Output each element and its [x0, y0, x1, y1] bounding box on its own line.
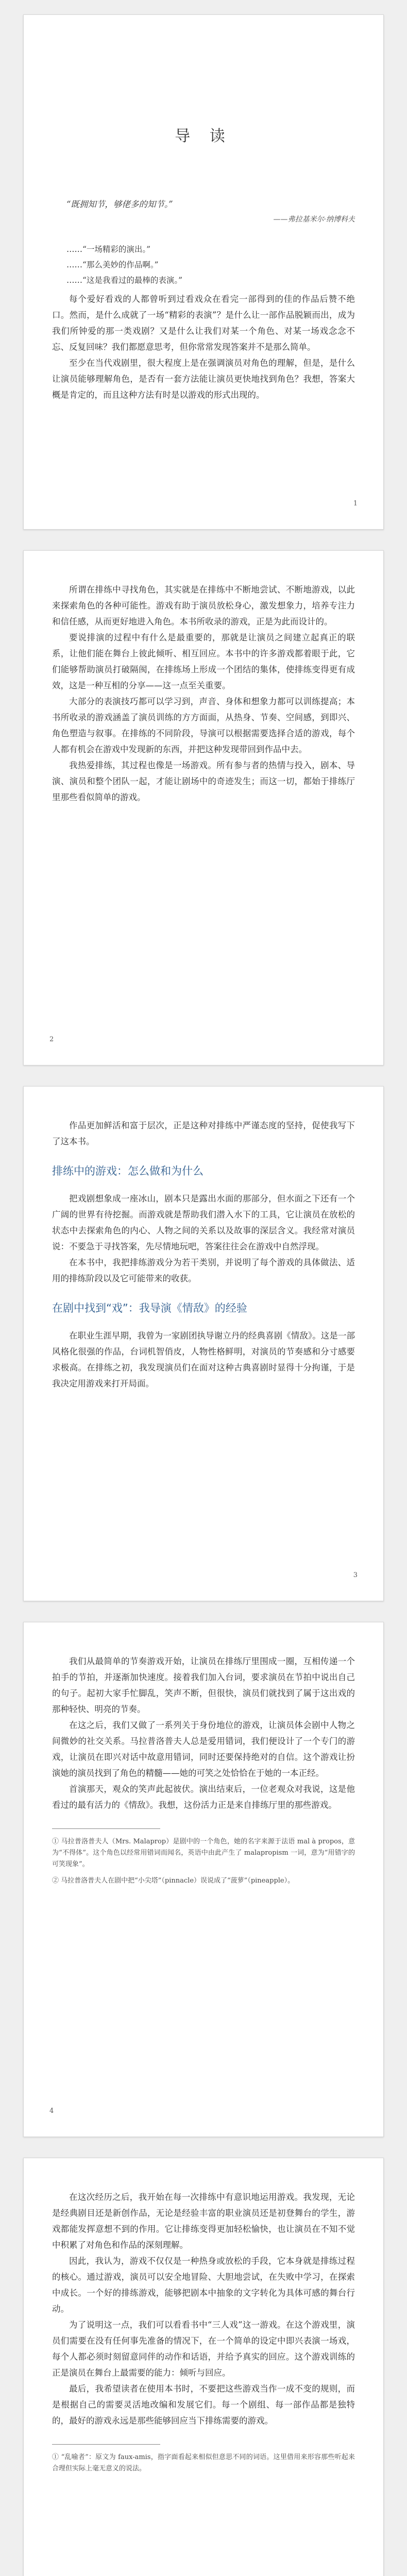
- section-heading: 在剧中找到“戏”：我导演《情敌》的经验: [52, 1302, 247, 1314]
- page-number: 3: [353, 1571, 358, 1579]
- section-heading: 排练中的游戏：怎么做和为什么: [52, 1165, 204, 1177]
- body-paragraph: 在本书中，我把排练游戏分为若干类别，并说明了每个游戏的具体做法、适用的排练阶段以及它可能带来的收获。: [52, 1258, 355, 1283]
- body-paragraph: 我热爱排练，其过程也像是一场游戏。所有参与者的热情与投入，剧本、导演、演员和整个团队一起，才能让剧场中的奇迹发生；而这一切，都始于排练厅里那些看似简单的游戏。: [52, 760, 355, 802]
- body-paragraph: 最后，我希望读者在使用本书时，不要把这些游戏当作一成不变的规则，而是根据自己的需要灵活地改编和发展它们。每一个剧组、每一部作品都是独特的，最好的游戏永远是那些能够回应当下排练需要的游戏。: [52, 2384, 355, 2426]
- body-paragraph: 在这之后，我们又做了一系列关于身份地位的游戏，让演员体会剧中人物之间微妙的社交关系。马拉普洛普夫人总是爱用错词，我们便设计了一个专门的游戏，让演员在即兴对话中故意用错词，同时还要保持绝对的自信。这个游戏让扮演她的演员找到了角色的精髓——她的可笑之处恰恰在于她的一本正经。: [52, 1720, 355, 1778]
- page-content: [52, 46, 355, 488]
- epigraph-attribution: ——弗拉基米尔·纳博科夫: [273, 215, 355, 224]
- body-paragraph: 作品更加鲜活和富于层次，正是这种对排练中严谨态度的坚持，促使我写下了这本书。: [52, 1121, 355, 1146]
- body-paragraph: 所谓在排练中寻找角色，其实就是在排练中不断地尝试、不断地游戏，以此来探索角色的各种可能性。游戏有助于演员放松身心，激发想象力，培养专注力和信任感，从而更好地进入角色。本书所收录的游戏，正是为此而设计的。: [52, 585, 355, 626]
- page-content: [52, 1117, 355, 1560]
- dialogue-block: [52, 242, 355, 288]
- chapter-title: 导 读: [175, 127, 232, 145]
- body-paragraph: 首演那天，观众的笑声此起彼伏。演出结束后，一位老观众对我说，这是他看过的最有活力的《情敌》。我想，这份活力正是来自排练厅里的那些游戏。: [52, 1784, 355, 1810]
- page-number: 4: [49, 2107, 54, 2115]
- body-paragraph: 我们从最简单的节奏游戏开始，让演员在排练厅里围成一圈，互相传递一个拍手的节拍，并逐渐加快速度。接着我们加入台词，要求演员在节拍中说出自己的句子。起初大家手忙脚乱，笑声不断，但很快，演员们就找到了属于这出戏的那种轻快、明亮的节奏。: [52, 1656, 355, 1714]
- page-1: [23, 14, 384, 530]
- body-paragraph: 要说排演的过程中有什么是最重要的，那就是让演员之间建立起真正的联系，让他们能在舞台上彼此倾听、相互回应。本书中的许多游戏都着眼于此，它们能够帮助演员打破隔阂，在排练场上形成一个团结的集体，使排练变得更有成效，这是一种互相的分享——这一点至关重要。: [52, 633, 355, 690]
- body-paragraph: 在这次经历之后，我开始在每一次排练中有意识地运用游戏。我发现，无论是经典剧目还是新创作品，无论是经验丰富的职业演员还是初登舞台的学生，游戏都能发挥意想不到的作用。它让排练变得更加轻松愉快，也让演员在不知不觉中积累了对角色和作品的深刻理解。: [52, 2192, 355, 2250]
- page-content: [52, 582, 355, 1024]
- body-paragraph: 每个爱好看戏的人都曾听到过看戏众在看完一部得到的佳的作品后赞不绝口。然而，是什么成就了一场“精彩的表演”？是什么让一部作品脱颖而出，成为我们所钟爱的那一类戏剧？又是什么让我们对某一个角色、对某一场戏念念不忘、反复回味？我们都愿意思考，但你常常发现答案并不是那么简单。: [52, 294, 355, 352]
- footnote-divider: [52, 1828, 160, 1829]
- body-paragraph: 把戏剧想象成一座冰山，剧本只是露出水面的那部分，但水面之下还有一个广阔的世界有待挖掘。而游戏就是帮助我们潜入水下的工具，它让演员在放松的状态中去探索角色的内心、人物之间的关系以及故事的深层含义。我经常对演员说：不要急于寻找答案，先尽情地玩吧，答案往往会在游戏中自然浮现。: [52, 1194, 355, 1251]
- footnote-divider: [52, 2444, 160, 2445]
- dialogue-line: ……“那么美妙的作品啊。”: [66, 260, 159, 269]
- dialogue-line: ……“这是我看过的最棒的表演。”: [66, 276, 183, 285]
- page-3: [23, 1086, 384, 1601]
- body-paragraph: 在职业生涯早期，我曾为一家剧团执导谢立丹的经典喜剧《情敌》。这是一部风格化很强的作品，台词机智俏皮，人物性格鲜明，对演员的节奏感和分寸感要求极高。在排练之初，我发现演员们在面对这种古典喜剧时显得十分拘谨，于是我决定用游戏来打开局面。: [52, 1331, 355, 1388]
- page-4: [23, 1622, 384, 2137]
- page-2: [23, 550, 384, 1065]
- page-number: 1: [353, 500, 358, 507]
- page-content: [52, 2189, 355, 2576]
- body-paragraph: 至少在当代戏剧里，很大程度上是在强调演员对角色的理解，但是，是什么让演员能够理解角色，是否有一套方法能让演员更快地找到角色？我想，答案大概是肯定的，而且这种方法有时是以游戏的形式出现的。: [52, 358, 355, 400]
- footnote: ① 马拉普洛普夫人（Mrs. Malaprop）是剧中的一个角色，她的名字来源于法语 mal à propos，意为“不得体”。这个角色以经常用错词而闻名，英语中由此产生了 malapropism 一词，意为“用错字的可笑现象”。: [52, 1838, 355, 1868]
- footnote: ② 马拉普洛普夫人在剧中把“小尖塔”（pinnacle）误说成了“菠萝”（pineapple）。: [52, 1877, 295, 1885]
- page-5: [23, 2158, 384, 2576]
- dialogue-line: ……“一场精彩的演出。”: [66, 245, 151, 254]
- footnote: ① “乱喻者”：原文为 faux-amis，指字面看起来相似但意思不同的词语。这里借用来形容那些听起来合理但实际上毫无意义的说法。: [52, 2453, 355, 2472]
- page-content: [52, 1653, 355, 2095]
- body-paragraph: 为了说明这一点，我们可以看看书中“三人戏”这一游戏。在这个游戏里，演员们需要在没有任何事先准备的情况下，在一个简单的设定中即兴表演一场戏，每个人都必须时刻留意同伴的动作和话语，并给予真实的回应。这个游戏训练的正是演员在舞台上最需要的能力：倾听与回应。: [52, 2320, 355, 2378]
- body-paragraph: 大部分的表演技巧都可以学习到，声音、身体和想象力都可以训练提高；本书所收录的游戏涵盖了演员训练的方方面面，从热身、节奏、空间感，到即兴、角色塑造与叙事。在排练的不同阶段，导演可以根据需要选择合适的游戏，每个人都有机会在游戏中发现新的东西，并把这种发现带回到作品中去。: [52, 697, 355, 754]
- body-paragraph: 因此，我认为，游戏不仅仅是一种热身或放松的手段，它本身就是排练过程的核心。通过游戏，演员可以安全地冒险、大胆地尝试，在失败中学习，在探索中成长。一个好的排练游戏，能够把剧本中抽象的文字转化为具体可感的舞台行动。: [52, 2256, 355, 2314]
- epigraph-quote: “既拥知节，够佬多的知节。”: [66, 199, 173, 209]
- page-number: 2: [49, 1036, 54, 1043]
